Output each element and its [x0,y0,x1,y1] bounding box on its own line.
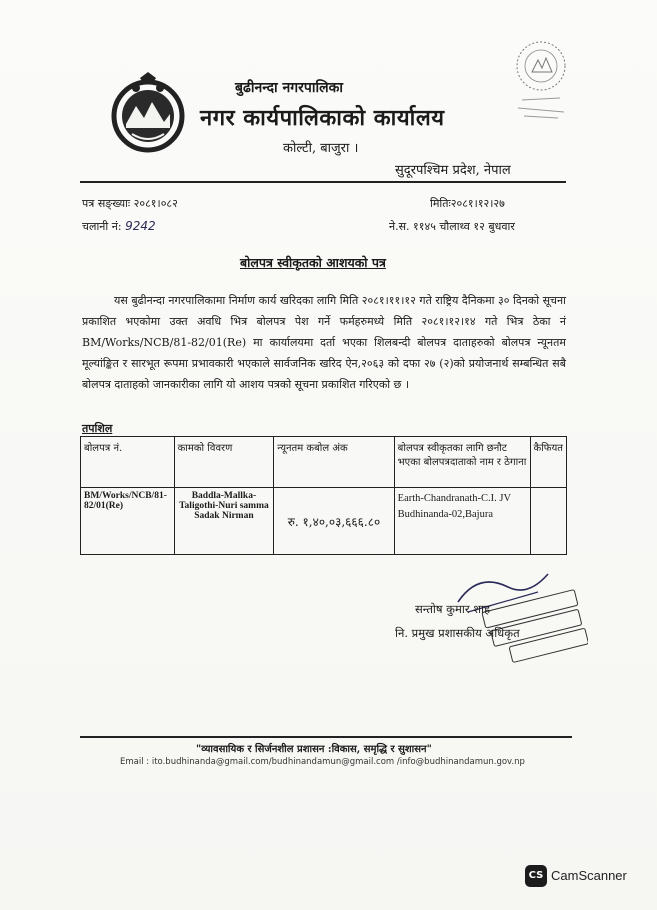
letter-subject: बोलपत्र स्वीकृतको आशयको पत्र [240,255,386,270]
bid-table [80,436,567,555]
cell-description: Baddla-Mallka-Taligothi-Nuri samma Sadak Nirman [174,488,274,555]
col-bid-no: बोलपत्र नं. [81,437,175,488]
bidder-name: Earth-Chandranath-C.I. JV [397,493,512,504]
footer-emails [120,757,525,767]
table-row [81,488,567,555]
date-bs: मितिः२०८१।१२।२७ [430,197,505,210]
official-stamp-icon [448,562,588,682]
date-nepal-sambat: ने.स. ११४५ चौलाथ्व १२ बुधवार [389,220,515,233]
footer-divider [80,736,572,738]
header-divider [80,181,566,183]
dispatch-number [82,219,156,234]
email-addresses: ito.budhinanda@gmail.com/budhinandamun@gmail.com /info@budhinandamun.gov.np [151,757,525,767]
col-min-bid-amount: न्यूनतम कबोल अंक [274,437,394,488]
camscanner-text: CamScanner [551,868,627,883]
table-header-row [81,437,567,488]
cell-amount: रु. १,४०,०३,६६६.८० [274,488,394,555]
office-title: नगर कार्यपालिकाको कार्यालय [200,105,445,131]
province-name: सुदूरपश्चिम प्रदेश, नेपाल [395,163,511,178]
signatory-name: सन्तोष कुमार शाह [415,602,491,616]
camscanner-watermark [525,865,643,889]
col-work-description: कामको विवरण [174,437,274,488]
email-label: Email : [120,757,150,767]
dispatch-value: 9242 [125,219,156,233]
letter-body [82,290,566,395]
office-location: कोल्टी, बाजुरा । [283,141,359,156]
municipality-emblem-icon [106,72,190,156]
cell-bid-no: BM/Works/NCB/81-82/01(Re) [81,488,175,555]
cell-remarks [530,488,566,555]
municipality-name: बुढीनन्दा नगरपालिका [235,80,343,96]
reference-number: पत्र सङ्ख्याः २०८१।०८२ [82,197,178,210]
cell-bidder [394,488,530,555]
annex-label: तपशिल [82,422,113,435]
col-remarks: कैफियत [530,437,566,488]
col-selected-bidder: बोलपत्र स्वीकृतका लागि छनौट भएका बोलपत्रदाताको नाम र ठेगाना [394,437,530,488]
body-paragraph: यस बुढीनन्दा नगरपालिकामा निर्माण कार्य खरिदका लागि मिति २०८१।११।१२ गते राष्ट्रिय दैनिकमा ३० दिनको सूचना प्रकाशित भएकोमा उक्त अवधि भित्र बोलपत्र पेश गर्ने फर्महरुमध्ये मिति २०८१।१२।१४ गते भित्र ठेका नं BM/Works/NCB/81-82/01(Re) मा कार्यालयमा दर्ता भएका शिलबन्दी बोलपत्र दाताहरुको बोलपत्र न्यूनतम मूल्यांङ्कित र सारभूत रूपमा प्रभावकारी भएकाले सार्वजनिक खरिद ऐन,२०६३ को दफा २७ (२)को प्रयोजनार्थ सम्बन्धित सबै बोलपत्र दाताहको जानकारीका लागि यो आशय पत्रको सूचना प्रकाशित गरिएको छ । [82,294,566,391]
footer-motto: "व्यावसायिक र सिर्जनशील प्रशासन :विकास, समृद्धि र सुशासन" [196,744,432,755]
bidder-address: Budhinanda-02,Bajura [397,509,494,520]
round-seal-icon [512,38,570,120]
dispatch-label: चलानी नं: [82,220,122,233]
signatory-title: नि. प्रमुख प्रशासकीय अधिकृत [395,626,520,640]
camscanner-logo-icon: CS [525,865,547,887]
